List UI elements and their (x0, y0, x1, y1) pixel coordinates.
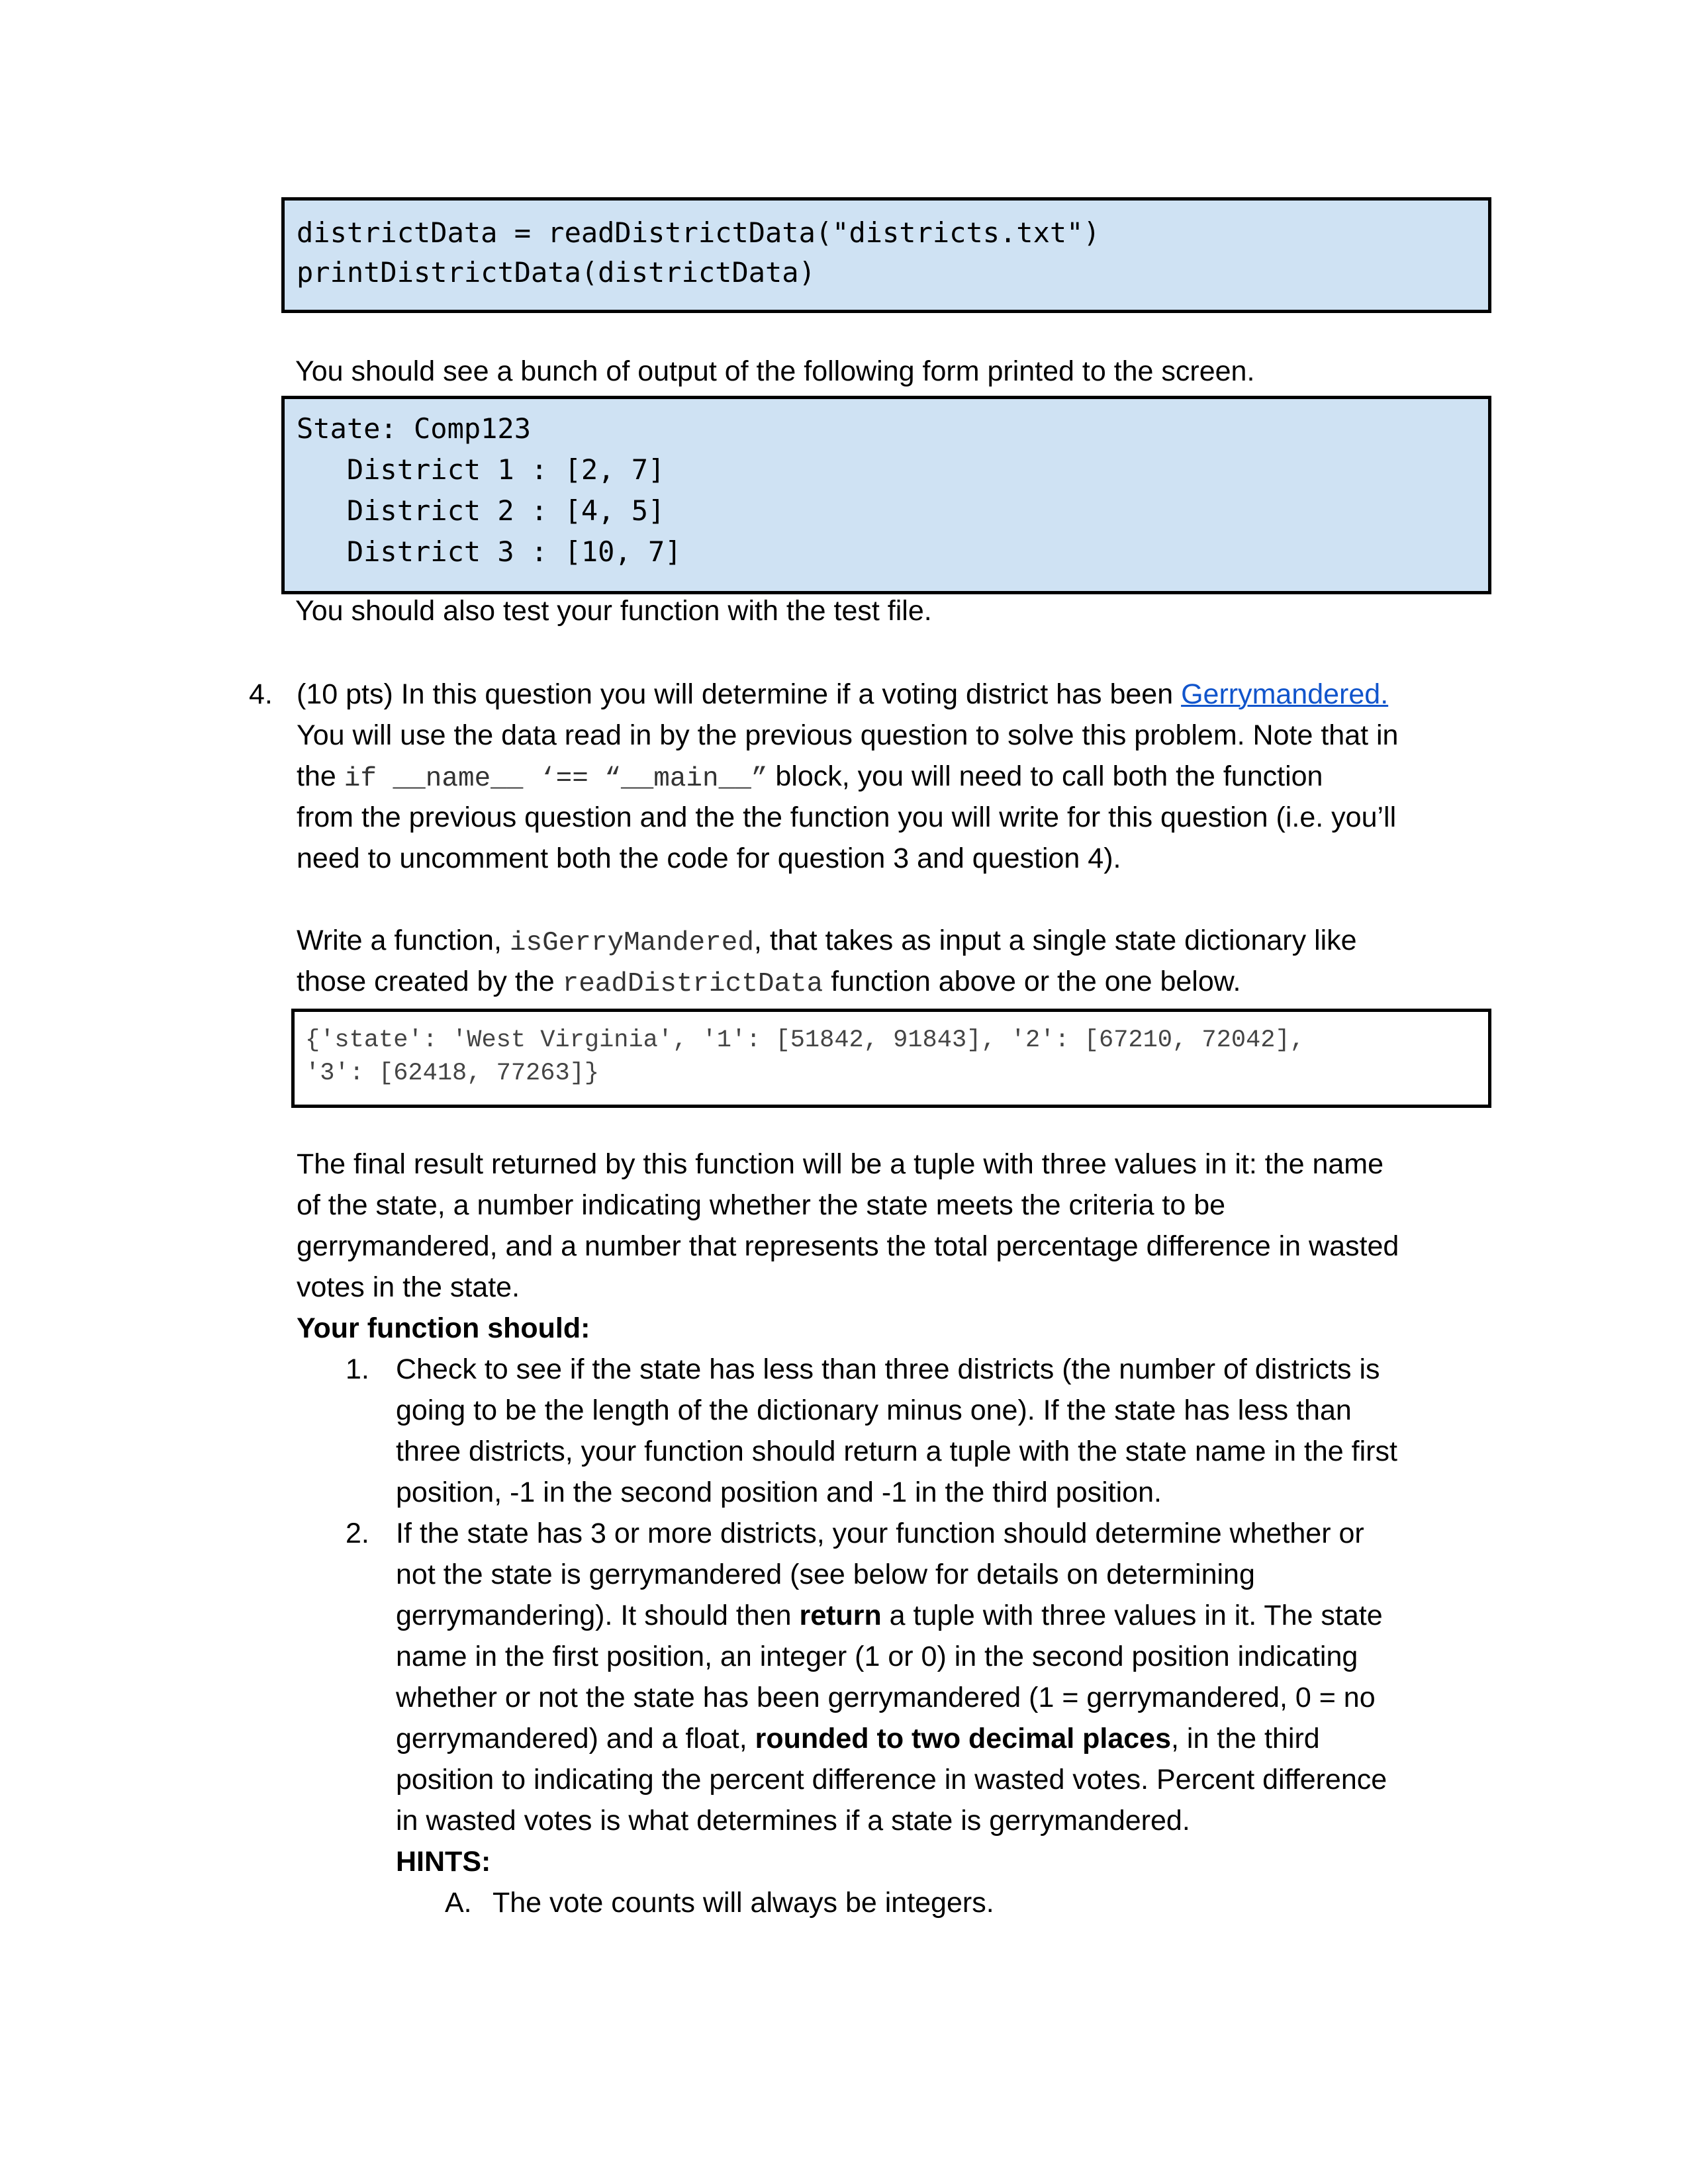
question4-intro (297, 674, 1398, 879)
intro-line: need to uncomment both the code for question 3 and question 4). (297, 842, 1121, 874)
output-line: District 2 : [4, 5] (297, 494, 665, 527)
hints-heading: HINTS: (396, 1846, 491, 1878)
code-line: printDistrictData(districtData) (297, 256, 816, 289)
question-number: 4. (249, 678, 273, 710)
dict-example-box (291, 1009, 1491, 1108)
code-line: districtData = readDistrictData("districts.txt") (297, 216, 1100, 249)
function-name-code: isGerryMandered (509, 928, 754, 958)
should-heading: Your function should: (297, 1312, 590, 1344)
intro-line: from the previous question and the the function you will write for this question (i.e. you’ll (297, 801, 1397, 833)
code-block-read-print (281, 197, 1491, 313)
gerrymandered-link[interactable]: Gerrymandered. (1181, 678, 1389, 710)
output-intro-text: You should see a bunch of output of the following form printed to the screen. (295, 355, 1255, 387)
dict-line: '3': [62418, 77263]} (305, 1060, 600, 1087)
write-function-paragraph: Write a function, isGerryMandered, that takes as input a single state dictionary like those created by the readDistrictData function above or the one below. (297, 925, 1357, 999)
intro-line: (10 pts) In this question you will determine if a voting district has been Gerrymandered. (297, 678, 1389, 710)
dict-line: {'state': 'West Virginia', '1': [51842, 91843], '2': [67210, 72042], (305, 1026, 1305, 1054)
output-line: District 3 : [10, 7] (297, 535, 682, 568)
hint-text: The vote counts will always be integers. (492, 1887, 994, 1919)
step-2: If the state has 3 or more districts, your function should determine whether or not the state is gerrymandered (see below for details on determining gerrymandering). It should then return a tuple with three values in it. The state name in the first position, an integer (1 or 0) in the second position indicating whether or not the state has been gerrymandered (1 = gerrymandered, 0 = no gerrymandered) and a float, rounded to two decimal places, in the third position to indicating the percent difference in wasted votes. Percent difference in wasted votes is what determines if a state is gerrymandered. HINTS: (396, 1513, 1387, 1882)
intro-line: the if __name__ ‘== “__main__” block, you will need to call both the function (297, 760, 1323, 794)
step-number: 1. (346, 1353, 369, 1385)
intro-line: You will use the data read in by the previous question to solve this problem. Note that in (297, 719, 1399, 751)
hint-letter: A. (445, 1887, 472, 1919)
result-paragraph: The final result returned by this function will be a tuple with three values in it: the name of the state, a number indicating whether the state meets the criteria to be gerrymandered, and a number that represents the total percentage difference in wasted votes in the state. Your function should: (297, 1144, 1399, 1349)
main-guard-code: if __name__ ‘== “__main__” (344, 764, 768, 794)
rounding-emphasis: rounded to two decimal places (755, 1723, 1171, 1754)
test-note-text: You should also test your function with the test file. (295, 595, 932, 627)
step-number: 2. (346, 1518, 369, 1549)
output-line: State: Comp123 (297, 412, 532, 445)
return-emphasis: return (799, 1600, 882, 1631)
code-block-sample-output (281, 396, 1491, 594)
output-line: District 1 : [2, 7] (297, 453, 665, 486)
read-function-code: readDistrictData (562, 969, 823, 999)
step-1: Check to see if the state has less than three districts (the number of districts is going to be the length of the dictionary minus one). If the state has less than three districts, your function should return a tuple with the state name in the first position, -1 in the second position and -1 in the third position. (396, 1353, 1397, 1508)
